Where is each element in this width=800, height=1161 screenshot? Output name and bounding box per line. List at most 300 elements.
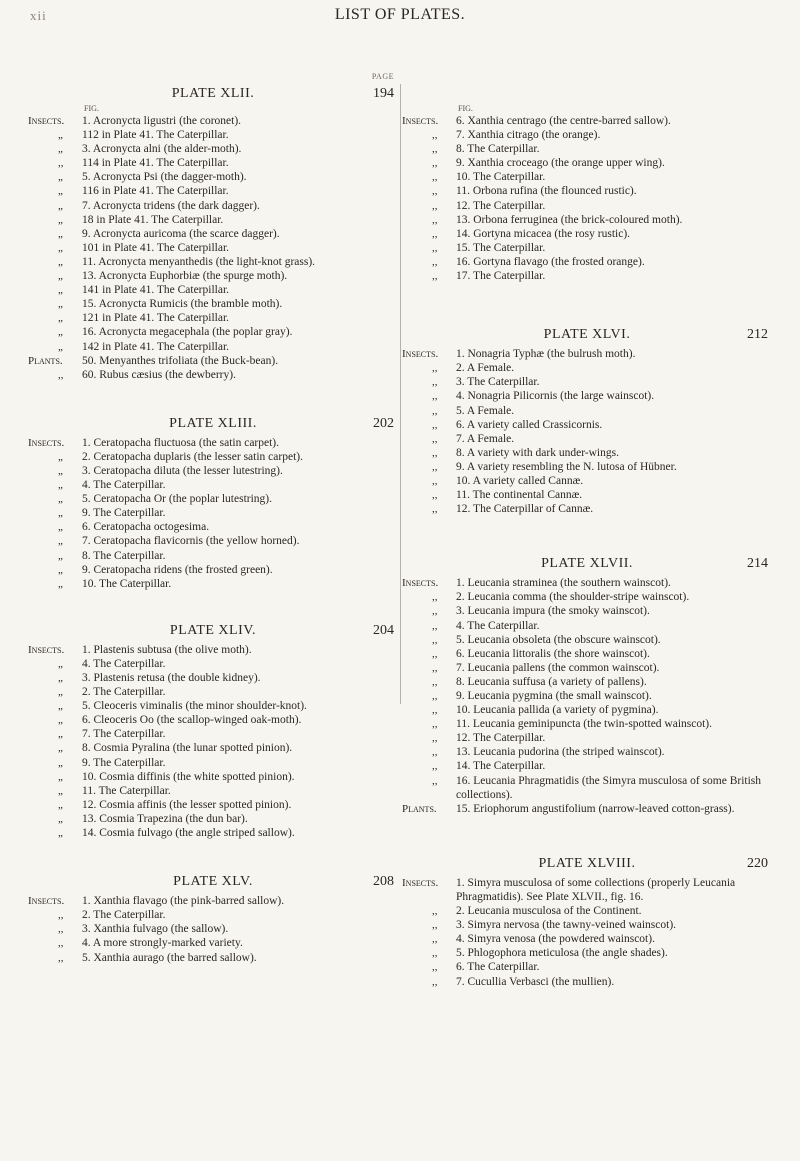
entry-category: „	[58, 657, 63, 670]
entry-text: 112 in Plate 41. The Caterpillar.	[82, 129, 229, 142]
entry-category: ,,	[432, 961, 438, 974]
entry-category: „	[58, 714, 63, 727]
entry-text: 13. Cosmia Trapezina (the dun bar).	[82, 812, 248, 825]
entry-text: 3. Plastenis retusa (the double kidney).	[82, 672, 261, 684]
plate-heading	[28, 619, 398, 643]
entry-text: 50. Menyanthes trifoliata (the Buck-bean).	[82, 354, 279, 367]
plate-entry	[402, 474, 772, 488]
entry-category: „	[58, 672, 63, 684]
entry-category: ,,	[432, 185, 438, 198]
plate-entry	[28, 142, 398, 156]
plate-heading	[402, 323, 772, 347]
entry-text: 9. A variety resembling the N. lutosa of Hübner.	[456, 460, 677, 473]
entry-category: ,,	[432, 732, 438, 745]
entry-category: „	[58, 728, 63, 741]
plate-heading	[28, 870, 398, 894]
plate-heading	[28, 412, 398, 436]
plate-entry	[402, 703, 772, 717]
entry-category: Insects.	[402, 876, 439, 889]
entry-category: Insects.	[402, 577, 439, 590]
entry-text: 6. Cleoceris Oo (the scallop-winged oak-moth).	[82, 714, 302, 727]
entry-text: 60. Rubus cæsius (the dewberry).	[82, 368, 236, 381]
entry-category: ,,	[432, 199, 438, 212]
plate-block	[28, 412, 398, 591]
plate-entry	[28, 713, 398, 727]
entry-text: 5. Leucania obsoleta (the obscure wainscot).	[456, 633, 661, 646]
plate-title: PLATE XLVIII.	[538, 855, 636, 871]
plate-entry	[402, 633, 772, 647]
entry-text: 5. Acronycta Psi (the dagger-moth).	[82, 171, 247, 184]
entry-category: ,,	[432, 605, 438, 618]
plate-entry	[402, 488, 772, 502]
entry-text: 6. Ceratopacha octogesima.	[82, 521, 210, 534]
entry-text: 3. Acronycta alni (the alder-moth).	[82, 143, 242, 156]
entry-text: 114 in Plate 41. The Caterpillar.	[82, 157, 229, 170]
plate-entry	[28, 478, 398, 492]
plate-entry	[402, 460, 772, 474]
plate-entry	[28, 643, 398, 657]
entry-category: ,,	[432, 129, 438, 142]
entry-category: „	[58, 686, 63, 699]
plate-title: PLATE XLVI.	[543, 327, 631, 343]
entry-text: 4. The Caterpillar.	[82, 479, 166, 492]
entry-text: 15. Acronycta Rumicis (the bramble moth).	[82, 298, 283, 311]
plate-entry	[402, 759, 772, 773]
entry-text: 8. Leucania suffusa (a variety of pallens).	[456, 675, 647, 688]
entry-category: ,,	[432, 704, 438, 717]
entry-category: Insects.	[28, 436, 65, 449]
plate-entry	[402, 255, 772, 269]
entry-category: ,,	[432, 143, 438, 156]
entry-category: ,,	[58, 368, 64, 381]
plate-entry	[28, 450, 398, 464]
entry-text: 13. Leucania pudorina (the striped wainscot).	[456, 746, 665, 759]
entry-text: 7. A Female.	[456, 432, 515, 445]
entry-category: „	[58, 812, 63, 825]
plate-entry	[28, 436, 398, 450]
plate-page-number: 220	[747, 855, 768, 871]
entry-text: 12. The Caterpillar.	[456, 732, 546, 745]
entry-category: „	[58, 700, 63, 713]
entry-category: „	[58, 340, 63, 353]
plate-entry	[28, 727, 398, 741]
entry-text: 3. The Caterpillar.	[456, 376, 540, 389]
entry-category: ,,	[58, 157, 64, 170]
entry-text: 5. Ceratopacha Or (the poplar lutestring).	[82, 493, 273, 506]
plate-entry	[402, 932, 772, 946]
entry-text: 1. Simyra musculosa of some collections (properly Leucania Phragmatidis). See Plate XLVII., fig. 16.	[456, 876, 736, 903]
plate-block	[402, 323, 772, 516]
plate-entry	[402, 731, 772, 745]
entry-category: Plants.	[402, 802, 437, 815]
entry-text: 2. The Caterpillar.	[82, 686, 166, 699]
plate-entry	[402, 213, 772, 227]
entry-category: ,,	[432, 213, 438, 226]
plate-entry	[402, 156, 772, 170]
entry-category: „	[58, 563, 63, 576]
plate-entry	[28, 951, 398, 965]
entry-category: ,,	[432, 975, 438, 988]
plate-entry	[28, 657, 398, 671]
entry-category: „	[58, 326, 63, 339]
entry-text: 2. Leucania comma (the shoulder-stripe wainscot).	[456, 591, 690, 604]
entry-category: ,,	[432, 157, 438, 170]
plate-entry	[28, 354, 398, 368]
entry-text: 2. The Caterpillar.	[82, 909, 166, 922]
entry-text: 13. Acronycta Euphorbiæ (the spurge moth).	[82, 270, 288, 283]
entry-category: ,,	[432, 633, 438, 646]
entry-text: 2. Ceratopacha duplaris (the lesser satin carpet).	[82, 450, 303, 463]
entry-text: 116 in Plate 41. The Caterpillar.	[82, 185, 229, 198]
entry-text: 6. Xanthia centrago (the centre-barred sallow).	[456, 115, 671, 127]
entry-text: 4. The Caterpillar.	[82, 657, 166, 670]
entry-category: ,,	[58, 951, 64, 964]
plate-entry	[28, 699, 398, 713]
entry-category: Insects.	[28, 643, 65, 656]
plate-entry	[28, 325, 398, 339]
plate-page-number: 208	[373, 874, 394, 890]
entry-text: 1. Ceratopacha fluctuosa (the satin carpet).	[82, 436, 280, 449]
entry-text: 14. The Caterpillar.	[456, 760, 546, 773]
entry-text: 10. The Caterpillar.	[82, 577, 172, 590]
plate-entry	[402, 975, 772, 989]
entry-text: 6. Leucania littoralis (the shore wainscot).	[456, 647, 650, 660]
entry-text: 3. Xanthia fulvago (the sallow).	[82, 923, 229, 936]
plate-block	[28, 619, 398, 840]
entry-text: 10. Cosmia diffinis (the white spotted pinion).	[82, 770, 295, 783]
plate-entry	[402, 647, 772, 661]
plate-heading	[402, 552, 772, 576]
plate-entry	[28, 368, 398, 382]
entry-text: 10. A variety called Cannæ.	[456, 474, 584, 487]
plate-entry	[28, 128, 398, 142]
running-head: LIST OF PLATES.	[334, 6, 466, 23]
entry-text: 9. The Caterpillar.	[82, 756, 166, 769]
entry-category: „	[58, 535, 63, 548]
entry-category: Insects.	[28, 115, 65, 127]
plate-entry	[28, 798, 398, 812]
plate-entry	[28, 685, 398, 699]
plate-entry	[402, 241, 772, 255]
entry-category: ,,	[58, 937, 64, 950]
entry-category: „	[58, 493, 63, 506]
entry-text: 16. Leucania Phragmatidis (the Simyra musculosa of some British collections).	[456, 774, 762, 801]
entry-category: ,,	[432, 474, 438, 487]
plate-title: PLATE XLIII.	[169, 415, 257, 431]
entry-category: „	[58, 464, 63, 477]
entry-category: „	[58, 742, 63, 755]
entry-text: 8. A variety with dark under-wings.	[456, 446, 619, 459]
entry-category: ,,	[432, 489, 438, 502]
entry-category: ,,	[432, 241, 438, 254]
plate-entry	[28, 255, 398, 269]
entry-category: ,,	[432, 774, 438, 787]
entry-category: „	[58, 199, 63, 212]
entry-category: „	[58, 143, 63, 156]
plate-entry	[402, 619, 772, 633]
plate-entry	[28, 671, 398, 685]
plate-title: PLATE XLII.	[171, 86, 255, 101]
entry-text: 4. The Caterpillar.	[456, 619, 540, 632]
entry-text: 1. Nonagria Typhæ (the bulrush moth).	[456, 348, 636, 361]
plate-entry	[28, 784, 398, 798]
entry-text: 18 in Plate 41. The Caterpillar.	[82, 213, 224, 226]
plate-entry	[28, 936, 398, 950]
plate-entry	[28, 894, 398, 908]
entry-category: „	[58, 479, 63, 492]
plate-entry	[28, 114, 398, 128]
entry-category: „	[58, 171, 63, 184]
plate-title: PLATE XLVII.	[541, 556, 633, 572]
entry-category: Plants.	[28, 354, 63, 367]
entry-text: 15. Eriophorum angustifolium (narrow-leaved cotton-grass).	[456, 802, 735, 815]
entry-category: „	[58, 521, 63, 534]
entry-text: 2. Leucania musculosa of the Continent.	[456, 905, 642, 918]
entry-category: ,,	[432, 404, 438, 417]
entry-text: 11. Orbona rufina (the flounced rustic).	[456, 185, 637, 198]
plate-entry	[28, 283, 398, 297]
plate-entry	[402, 946, 772, 960]
entry-category: „	[58, 284, 63, 297]
entry-text: 4. Nonagria Pilicornis (the large wainscot).	[456, 390, 655, 403]
plate-entry	[28, 269, 398, 283]
plate-entry	[402, 199, 772, 213]
entry-text: 3. Leucania impura (the smoky wainscot).	[456, 605, 650, 618]
plate-entry	[402, 361, 772, 375]
plate-entry	[402, 745, 772, 759]
entry-text: 3. Ceratopacha diluta (the lesser lutestring).	[82, 464, 283, 477]
plate-title: PLATE XLIV.	[169, 622, 257, 638]
plate-entry	[402, 590, 772, 604]
entry-text: 141 in Plate 41. The Caterpillar.	[82, 284, 230, 297]
entry-category: ,,	[432, 446, 438, 459]
plate-entry	[402, 375, 772, 389]
entry-category: ,,	[432, 619, 438, 632]
entry-category: „	[58, 549, 63, 562]
plate-entry	[28, 770, 398, 784]
entry-text: 10. The Caterpillar.	[456, 171, 546, 184]
plate-entry	[28, 741, 398, 755]
plate-entry	[28, 311, 398, 325]
entry-category: ,,	[432, 171, 438, 184]
entry-text: 9. Acronycta auricoma (the scarce dagger).	[82, 227, 280, 240]
plate-entry	[402, 170, 772, 184]
entry-category: Insects.	[28, 895, 65, 908]
plate-block	[402, 82, 772, 283]
plate-entry	[28, 170, 398, 184]
column-divider	[400, 84, 401, 704]
plate-entry	[402, 717, 772, 731]
plate-entry	[402, 269, 772, 283]
plate-heading	[402, 82, 772, 106]
plate-entry	[402, 502, 772, 516]
entry-category: „	[58, 770, 63, 783]
plate-entry	[28, 184, 398, 198]
plate-entry	[402, 576, 772, 590]
fig-column-label: FIG.	[458, 104, 473, 113]
plate-page-number: 214	[747, 556, 768, 572]
plate-entry	[402, 227, 772, 241]
entry-text: 9. Leucania pygmina (the small wainscot).	[456, 690, 652, 702]
entry-text: 4. A more strongly-marked variety.	[82, 937, 243, 950]
entry-text: 5. A Female.	[456, 404, 515, 417]
plate-page-number: 204	[373, 622, 394, 638]
plate-entry	[402, 114, 772, 128]
entry-text: 8. Cosmia Pyralina (the lunar spotted pinion).	[82, 742, 293, 755]
entry-text: 16. Gortyna flavago (the frosted orange).	[456, 255, 645, 268]
plate-entry	[402, 128, 772, 142]
entry-text: 1. Plastenis subtusa (the olive moth).	[82, 643, 252, 656]
entry-category: „	[58, 507, 63, 520]
entry-text: 1. Xanthia flavago (the pink-barred sallow).	[82, 895, 285, 908]
entry-category: ,,	[432, 460, 438, 473]
entry-category: „	[58, 784, 63, 797]
plate-entry	[402, 675, 772, 689]
entry-text: 11. Leucania geminipuncta (the twin-spotted wainscot).	[456, 718, 713, 731]
left-column	[28, 72, 398, 965]
entry-category: ,,	[432, 591, 438, 604]
entry-text: 4. Simyra venosa (the powdered wainscot).	[456, 933, 655, 946]
entry-text: 8. The Caterpillar.	[82, 549, 166, 562]
plate-entry	[402, 904, 772, 918]
plate-entry	[28, 826, 398, 840]
plate-entry	[402, 689, 772, 703]
plate-entry	[28, 297, 398, 311]
entry-category: Insects.	[402, 348, 439, 361]
plate-entry	[402, 184, 772, 198]
plate-page-number: 212	[747, 327, 768, 343]
entry-text: 7. Cucullia Verbasci (the mullien).	[456, 975, 615, 988]
page-column-label: PAGE	[371, 72, 394, 81]
plate-entry	[28, 199, 398, 213]
entry-text: 5. Phlogophora meticulosa (the angle shades).	[456, 947, 668, 960]
entry-category: ,,	[432, 905, 438, 918]
entry-text: 16. Acronycta megacephala (the poplar gray).	[82, 326, 293, 339]
entry-category: ,,	[432, 390, 438, 403]
plate-entry	[402, 142, 772, 156]
plate-block	[28, 72, 398, 382]
plate-entry	[402, 418, 772, 432]
entry-text: 3. Simyra nervosa (the tawny-veined wainscot).	[456, 919, 677, 932]
plate-entry	[402, 774, 772, 802]
entry-text: 6. The Caterpillar.	[456, 961, 540, 974]
plate-heading	[402, 852, 772, 876]
entry-category: ,,	[432, 270, 438, 283]
entry-category: „	[58, 270, 63, 283]
page-number: xii	[30, 8, 47, 23]
entry-text: 17. The Caterpillar.	[456, 270, 546, 283]
plate-entry	[28, 464, 398, 478]
entry-category: ,,	[58, 923, 64, 936]
entry-category: „	[58, 450, 63, 463]
plate-entry	[28, 563, 398, 577]
plate-entry	[28, 241, 398, 255]
plate-entry	[28, 213, 398, 227]
entry-category: „	[58, 241, 63, 254]
entry-text: 101 in Plate 41. The Caterpillar.	[82, 241, 230, 254]
entry-category: „	[58, 312, 63, 325]
plate-page-number: 202	[373, 415, 394, 431]
entry-text: 121 in Plate 41. The Caterpillar.	[82, 312, 230, 325]
entry-category: ,,	[432, 647, 438, 660]
plate-entry	[28, 492, 398, 506]
entry-category: „	[58, 827, 63, 840]
entry-category: ,,	[432, 255, 438, 268]
plate-entry	[28, 922, 398, 936]
entry-category: ,,	[432, 503, 438, 516]
plate-page-number: 194	[373, 86, 394, 101]
entry-category: „	[58, 129, 63, 142]
plate-block	[402, 852, 772, 989]
plate-entry	[402, 347, 772, 361]
entry-category: ,,	[432, 227, 438, 240]
entry-text: 15. The Caterpillar.	[456, 241, 546, 254]
entry-text: 13. Orbona ferruginea (the brick-coloured moth).	[456, 213, 683, 226]
entry-category: „	[58, 185, 63, 198]
entry-text: 2. A Female.	[456, 362, 515, 375]
entry-category: Insects.	[402, 115, 439, 127]
entry-category: ,,	[432, 690, 438, 702]
entry-category: ,,	[432, 919, 438, 932]
entry-text: 11. The Caterpillar.	[82, 784, 171, 797]
entry-text: 10. Leucania pallida (a variety of pygmina).	[456, 704, 659, 717]
plate-entry	[402, 918, 772, 932]
plate-entry	[402, 802, 772, 816]
entry-text: 1. Acronycta ligustri (the coronet).	[82, 115, 242, 127]
plate-entry	[28, 156, 398, 170]
entry-category: „	[58, 756, 63, 769]
entry-category: ,,	[432, 362, 438, 375]
entry-category: ,,	[432, 718, 438, 731]
entry-text: 12. The Caterpillar of Cannæ.	[456, 503, 594, 516]
right-column	[402, 82, 772, 989]
entry-text: 12. The Caterpillar.	[456, 199, 546, 212]
plate-entry	[402, 604, 772, 618]
entry-category: ,,	[432, 418, 438, 431]
plate-block	[402, 552, 772, 816]
plate-entry	[402, 876, 772, 904]
entry-text: 1. Leucania straminea (the southern wainscot).	[456, 577, 671, 590]
entry-category: „	[58, 577, 63, 590]
entry-text: 7. Ceratopacha flavicornis (the yellow horned).	[82, 535, 300, 548]
plate-entry	[28, 549, 398, 563]
entry-text: 7. The Caterpillar.	[82, 728, 166, 741]
plate-entry	[28, 340, 398, 354]
entry-category: ,,	[58, 909, 64, 922]
entry-text: 12. Cosmia affinis (the lesser spotted pinion).	[82, 798, 292, 811]
entry-category: „	[58, 227, 63, 240]
entry-text: 14. Gortyna micacea (the rosy rustic).	[456, 227, 631, 240]
plate-entry	[402, 960, 772, 974]
entry-text: 11. Acronycta menyanthedis (the light-knot grass).	[82, 255, 316, 268]
entry-text: 14. Cosmia fulvago (the angle striped sallow).	[82, 827, 295, 840]
entry-category: ,,	[432, 376, 438, 389]
plate-entry	[402, 404, 772, 418]
plate-entry	[28, 534, 398, 548]
plate-entry	[28, 577, 398, 591]
entry-category: ,,	[432, 760, 438, 773]
entry-category: „	[58, 298, 63, 311]
fig-column-label: FIG.	[84, 104, 99, 113]
plate-entry	[402, 432, 772, 446]
entry-category: „	[58, 213, 63, 226]
entry-text: 8. The Caterpillar.	[456, 143, 540, 156]
plate-entry	[28, 227, 398, 241]
entry-text: 11. The continental Cannæ.	[456, 489, 583, 502]
plate-entry	[28, 812, 398, 826]
plate-entry	[28, 506, 398, 520]
plate-entry	[28, 908, 398, 922]
